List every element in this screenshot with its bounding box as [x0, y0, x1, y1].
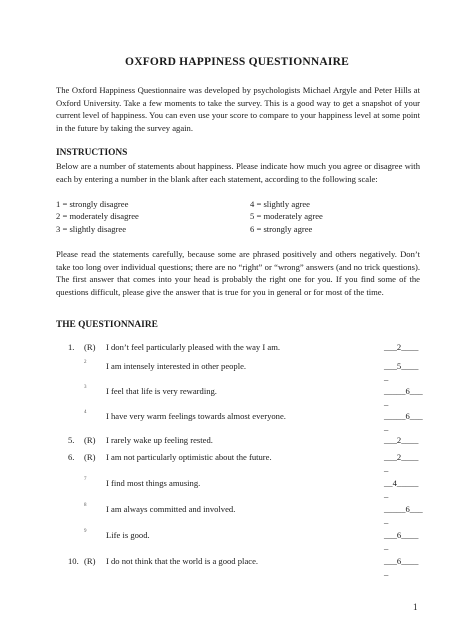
- instructions-paragraph: Below are a number of statements about happiness. Please indicate how much you agree or disagree with each by entering a number in the blank after each statement, according to the following scale:: [56, 161, 420, 184]
- reverse-marker: (R): [84, 435, 96, 445]
- answer-underline: _: [384, 397, 389, 407]
- question-marker: 2: [84, 360, 87, 365]
- answer-blank[interactable]: _____6___: [384, 504, 423, 514]
- question-number: 6.: [68, 452, 75, 462]
- question-marker: 8: [84, 503, 87, 508]
- answer-underline: _: [384, 372, 389, 382]
- answer-underline: _: [384, 489, 389, 499]
- reverse-marker: (R): [84, 342, 96, 352]
- answer-blank[interactable]: ___6____: [384, 556, 419, 566]
- page-number: 1: [413, 602, 418, 612]
- reverse-marker: (R): [84, 556, 96, 566]
- answer-blank[interactable]: ___6____: [384, 530, 419, 540]
- answer-underline: _: [384, 422, 389, 432]
- question-number: 1.: [68, 342, 75, 352]
- question-marker: 3: [84, 385, 87, 390]
- question-text: I do not think that the world is a good place.: [106, 556, 259, 566]
- question-text: I find most things amusing.: [106, 478, 201, 488]
- scale-item: 6 = strongly agree: [250, 223, 313, 234]
- question-text: I am intensely interested in other people.: [106, 361, 247, 371]
- question-marker: 4: [84, 410, 87, 415]
- reading-guidance-paragraph: Please read the statements carefully, because some are phrased positively and others negatively. Don’t take too long over individual questions; there are no “right” or “wrong” answers (and no trick questions). The first answer that comes into your head is probably the right one for you. If you find some of the questions difficult, please give the answer that is true for you in general or for most of the time.: [56, 249, 420, 297]
- scale-item: 3 = slightly disagree: [56, 223, 127, 234]
- question-text: I feel that life is very rewarding.: [106, 386, 217, 396]
- reverse-marker: (R): [84, 452, 96, 462]
- answer-blank[interactable]: ___2____: [384, 435, 419, 445]
- intro-paragraph: The Oxford Happiness Questionnaire was developed by psychologists Michael Argyle and Peter Hills at Oxford University. Take a few moments to take the survey. This is a good way to get a snapshot of your current level of happiness. You can even use your score to compare to your happiness level at some point in the future by taking the survey again.: [56, 85, 420, 133]
- scale-left-column: [56, 198, 139, 235]
- question-number: 5.: [68, 435, 75, 445]
- question-text: I am always committed and involved.: [106, 504, 236, 514]
- answer-underline: _: [384, 541, 389, 551]
- answer-underline: _: [384, 567, 389, 577]
- answer-blank[interactable]: __4_____: [384, 478, 419, 488]
- question-text: I am not particularly optimistic about the future.: [106, 452, 272, 462]
- question-text: I rarely wake up feeling rested.: [106, 435, 213, 445]
- question-text: I have very warm feelings towards almost everyone.: [106, 411, 286, 421]
- scale-right-column: [250, 198, 323, 235]
- answer-blank[interactable]: ___2____: [384, 452, 419, 462]
- answer-blank[interactable]: _____6___: [384, 386, 423, 396]
- scale-item: 4 = slightly agree: [250, 199, 310, 209]
- answer-underline: _: [384, 463, 389, 473]
- answer-blank[interactable]: ___5____: [384, 361, 419, 371]
- questionnaire-heading: THE QUESTIONNAIRE: [56, 320, 158, 330]
- question-marker: 9: [84, 529, 87, 534]
- answer-underline: _: [384, 515, 389, 525]
- document-title: OXFORD HAPPINESS QUESTIONNAIRE: [125, 56, 349, 68]
- question-text: I don’t feel particularly pleased with the way I am.: [106, 342, 281, 352]
- scale-item: 2 = moderately disagree: [56, 211, 139, 222]
- scale-item: 5 = moderately agree: [250, 211, 323, 222]
- instructions-heading: INSTRUCTIONS: [56, 148, 128, 158]
- scale-item: 1 = strongly disagree: [56, 199, 129, 209]
- answer-blank[interactable]: ___2____: [384, 342, 419, 352]
- question-marker: 7: [84, 477, 87, 482]
- question-text: Life is good.: [106, 530, 150, 540]
- answer-blank[interactable]: _____6___: [384, 411, 423, 421]
- question-number: 10.: [68, 556, 79, 566]
